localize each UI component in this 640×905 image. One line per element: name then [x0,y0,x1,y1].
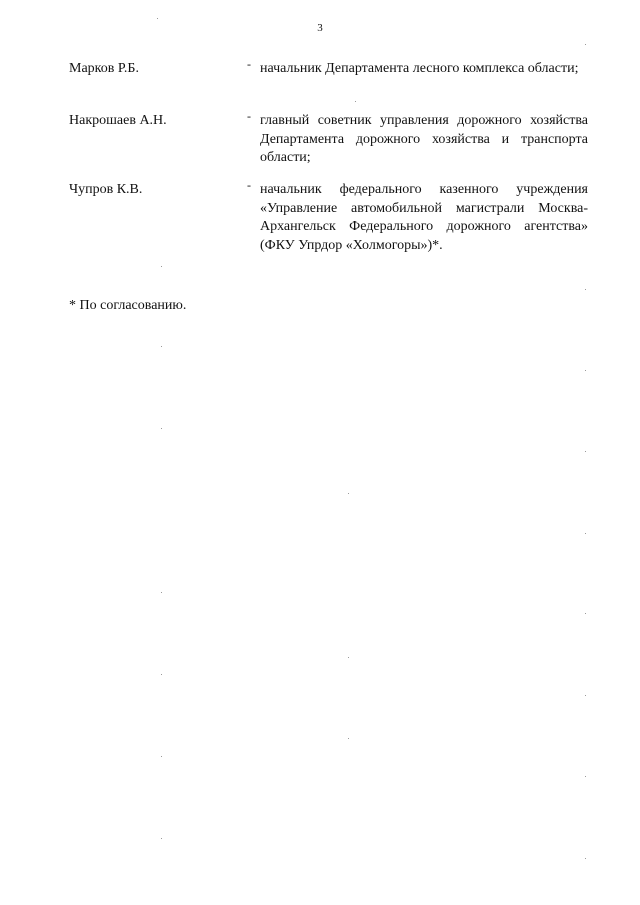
page-number: 3 [317,22,323,34]
member-position: начальник Департамента лесного комплекса области; [260,61,579,76]
separator-dash: - [247,109,251,123]
member-name: Накрошаев А.Н. [69,113,167,128]
separator-dash: - [247,57,251,71]
member-position: главный советник управления дорожного хозяйства Департамента дорожного хозяйства и транспорта области; [260,113,588,165]
member-position: начальник федерального казенного учреждения «Управление автомобильной магистрали Москва-Архангельск Федерального дорожного агентства» (ФКУ Упрдор «Холмогоры»)*. [260,182,588,253]
separator-dash: - [247,178,251,192]
member-name: Чупров К.В. [69,182,143,197]
footnote: * По согласованию. [69,298,187,313]
member-name: Марков Р.Б. [69,61,139,76]
